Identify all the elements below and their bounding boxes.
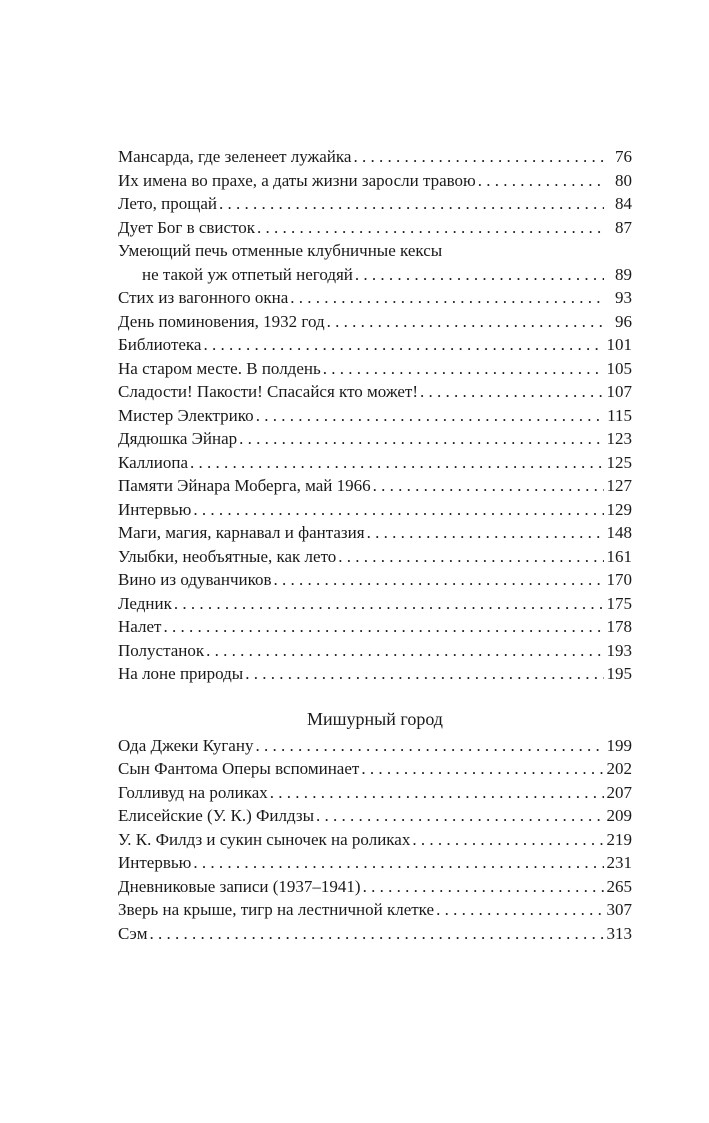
toc-entry xyxy=(118,875,632,899)
toc-entry-page: 89 xyxy=(615,264,632,284)
table-of-contents xyxy=(118,145,632,945)
toc-entry xyxy=(118,474,632,498)
dot-leader xyxy=(321,357,604,381)
toc-entry-page: 231 xyxy=(606,853,632,872)
toc-entry xyxy=(118,333,632,357)
toc-entry-page: 219 xyxy=(606,829,632,849)
toc-entry-title: Каллиопа xyxy=(118,452,189,472)
toc-entry xyxy=(118,145,632,169)
toc-entry xyxy=(118,427,632,451)
toc-entry xyxy=(118,521,632,545)
toc-entry-page: 199 xyxy=(606,735,632,755)
dot-leader xyxy=(434,898,604,922)
toc-section-2 xyxy=(118,734,632,946)
toc-entry-title: Дует Бог в свисток xyxy=(118,217,256,237)
dot-leader xyxy=(217,192,604,216)
toc-entry xyxy=(118,263,632,287)
toc-entry xyxy=(118,357,632,381)
toc-entry xyxy=(118,192,632,216)
toc-entry xyxy=(118,498,632,522)
toc-entry-page: 175 xyxy=(606,593,632,613)
dot-leader xyxy=(272,568,604,592)
toc-entry xyxy=(118,804,632,828)
toc-entry-title: Елисейские (У. К.) Филдзы xyxy=(118,806,314,825)
toc-entry-title: День поминовения, 1932 год xyxy=(118,311,325,331)
dot-leader xyxy=(371,474,604,498)
toc-entry xyxy=(118,615,632,639)
dot-leader xyxy=(237,427,604,451)
toc-entry xyxy=(118,781,632,805)
toc-entry-title: Сын Фантома Оперы вспоминает xyxy=(118,759,360,778)
toc-entry-page: 207 xyxy=(606,782,632,802)
section-heading: Мишурный город xyxy=(307,708,443,729)
toc-entry xyxy=(118,898,632,922)
toc-entry-title: Ода Джеки Кугану xyxy=(118,735,254,755)
toc-entry-page: 80 xyxy=(615,170,632,190)
dot-leader xyxy=(201,333,604,357)
toc-entry-page: 84 xyxy=(615,194,632,213)
toc-entry-title: Полустанок xyxy=(118,640,205,660)
dot-leader xyxy=(361,875,604,899)
toc-entry xyxy=(118,286,632,310)
toc-entry-title: Мистер Электрико xyxy=(118,405,254,425)
toc-entry-page: 125 xyxy=(606,452,632,472)
toc-entry-title-continuation: не такой уж отпетый негодяй xyxy=(142,264,353,284)
dot-leader xyxy=(191,851,604,875)
dot-leader xyxy=(147,922,604,946)
toc-entry-page: 101 xyxy=(606,335,632,354)
toc-entry-title: Интервью xyxy=(118,853,192,872)
toc-entry-title: Налет xyxy=(118,617,162,636)
toc-entry-page: 105 xyxy=(606,358,632,378)
toc-entry-title: Сладости! Пакости! Спасайся кто может! xyxy=(118,382,419,401)
toc-entry-page: 161 xyxy=(606,546,632,566)
dot-leader xyxy=(268,781,604,805)
dot-leader xyxy=(253,734,604,758)
toc-entry-page: 170 xyxy=(606,570,632,589)
toc-entry xyxy=(118,545,632,569)
toc-entry-title: Маги, магия, карнавал и фантазия xyxy=(118,523,365,542)
toc-entry-title: Вино из одуванчиков xyxy=(118,570,272,589)
toc-entry-page: 93 xyxy=(615,288,632,307)
dot-leader xyxy=(314,804,604,828)
toc-entry-page: 123 xyxy=(606,429,632,448)
toc-entry-title: Мансарда, где зеленеет лужайка xyxy=(118,147,352,166)
toc-entry-title: Стих из вагонного окна xyxy=(118,288,289,307)
toc-entry-page: 148 xyxy=(606,523,632,542)
dot-leader xyxy=(359,757,604,781)
toc-entry-page: 127 xyxy=(606,476,632,495)
toc-entry xyxy=(118,380,632,404)
toc-entry-page: 178 xyxy=(606,617,632,636)
dot-leader xyxy=(365,521,604,545)
toc-entry-title: Улыбки, необъятные, как лето xyxy=(118,546,337,566)
toc-entry-page: 202 xyxy=(606,759,632,778)
toc-entry xyxy=(118,734,632,758)
toc-entry-title: Зверь на крыше, тигр на лестничной клетке xyxy=(118,900,435,919)
toc-entry-page: 76 xyxy=(615,147,632,166)
toc-entry-title: Библиотека xyxy=(118,335,202,354)
dot-leader xyxy=(254,404,604,428)
dot-leader xyxy=(243,662,604,686)
toc-entry-title: Лето, прощай xyxy=(118,194,217,213)
toc-entry-page: 209 xyxy=(606,806,632,825)
dot-leader xyxy=(418,380,604,404)
toc-entry xyxy=(118,851,632,875)
toc-entry-first-line xyxy=(118,239,632,263)
toc-entry xyxy=(118,639,632,663)
toc-entry-title: На лоне природы xyxy=(118,664,244,683)
toc-entry-title: Дневниковые записи (1937–1941) xyxy=(118,876,361,896)
toc-entry-title: Ледник xyxy=(118,593,172,613)
toc-entry-title: Голливуд на роликах xyxy=(118,782,268,802)
toc-entry-title: У. К. Филдз и сукин сыночек на роликах xyxy=(118,829,411,849)
dot-leader xyxy=(161,615,604,639)
toc-entry xyxy=(118,310,632,334)
toc-entry-page: 115 xyxy=(607,405,632,425)
dot-leader xyxy=(191,498,604,522)
toc-entry xyxy=(118,404,632,428)
toc-entry xyxy=(118,828,632,852)
toc-entry xyxy=(118,216,632,240)
dot-leader xyxy=(172,592,604,616)
toc-entry xyxy=(118,451,632,475)
toc-entry-title: Сэм xyxy=(118,923,148,943)
toc-entry-title: Памяти Эйнара Моберга, май 1966 xyxy=(118,476,371,495)
dot-leader xyxy=(325,310,604,334)
toc-entry xyxy=(118,169,632,193)
dot-leader xyxy=(476,169,604,193)
toc-entry xyxy=(118,568,632,592)
toc-entry-title: Умеющий печь отменные клубничные кексы xyxy=(118,241,443,260)
toc-entry-page: 87 xyxy=(615,217,632,237)
toc-entry-page: 313 xyxy=(606,923,632,943)
toc-entry-title: Дядюшка Эйнар xyxy=(118,429,238,448)
toc-entry-page: 307 xyxy=(606,900,632,919)
toc-section-1 xyxy=(118,145,632,686)
dot-leader xyxy=(204,639,604,663)
toc-entry-title: На старом месте. В полдень xyxy=(118,358,321,378)
dot-leader xyxy=(410,828,604,852)
toc-entry-page: 193 xyxy=(606,640,632,660)
toc-entry-page: 96 xyxy=(615,311,632,331)
toc-entry-title: Их имена во прахе, а даты жизни заросли травою xyxy=(118,170,476,190)
toc-entry xyxy=(118,757,632,781)
toc-entry-page: 129 xyxy=(606,499,632,519)
dot-leader xyxy=(351,145,604,169)
toc-entry xyxy=(118,662,632,686)
toc-entry-page: 107 xyxy=(606,382,632,401)
toc-entry xyxy=(118,922,632,946)
dot-leader xyxy=(188,451,604,475)
dot-leader xyxy=(288,286,604,310)
toc-entry-page: 195 xyxy=(606,664,632,683)
toc-entry-page: 265 xyxy=(606,876,632,896)
dot-leader xyxy=(353,263,604,287)
dot-leader xyxy=(336,545,604,569)
toc-entry xyxy=(118,592,632,616)
dot-leader xyxy=(255,216,604,240)
toc-entry-title: Интервью xyxy=(118,499,192,519)
